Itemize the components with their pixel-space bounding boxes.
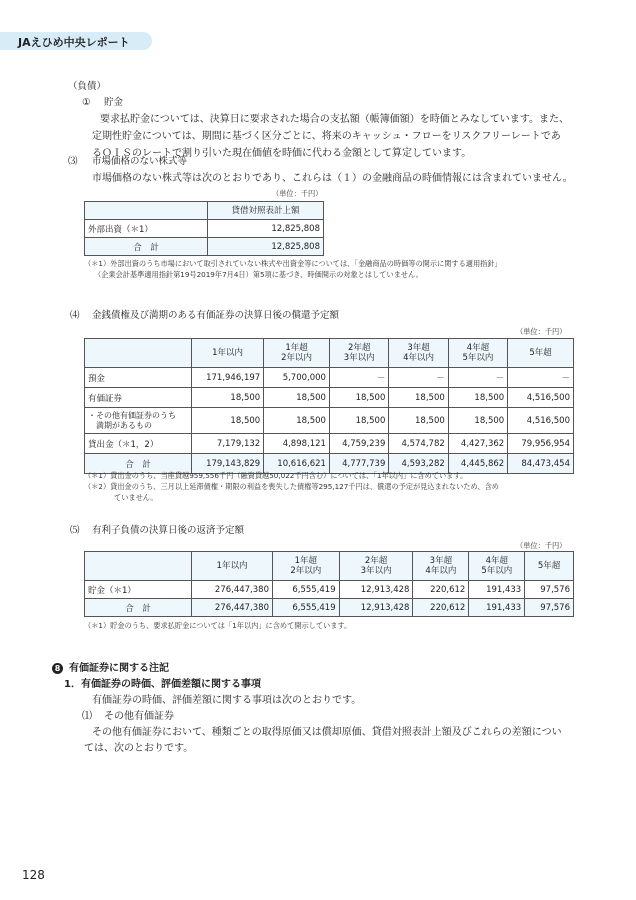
- cell: 276,447,380: [192, 581, 273, 599]
- section3-number: ⑶: [68, 156, 78, 167]
- cell: 4,759,239: [329, 434, 388, 454]
- cell: 10,616,621: [264, 454, 330, 474]
- cell: 18,500: [264, 408, 330, 434]
- table-row-total: [85, 599, 574, 617]
- section5-note1: （＊1）貯金のうち、要求払貯金については「1年以内」に含めて開示しています。: [84, 621, 352, 630]
- cell: 4,516,500: [508, 388, 574, 408]
- cell: 7,179,132: [192, 434, 264, 454]
- deposit-text-line1: 要求払貯金については、決算日に要求された場合の支払額（帳簿価額）を時価とみなしています。また、: [100, 114, 569, 125]
- cell: 12,913,428: [339, 581, 413, 599]
- section4-title: 金銭債権及び満期のある有価証券の決算日後の償還予定額: [92, 310, 340, 321]
- table-row: [85, 220, 324, 238]
- deposit-text-line3: るＯＩＳのレートで割り引いた現在価値を時価に代わる金額として算定しています。: [92, 148, 472, 159]
- col-header: 1年以内: [192, 339, 264, 368]
- table-header-empty: [85, 552, 192, 581]
- section4-note1: （＊1）貸出金のうち、当座貸越959,556千円（融資貸越50,022千円含む）については、「1年以内」に含めています。: [84, 471, 468, 480]
- cell: 18,500: [389, 388, 448, 408]
- cell: 84,473,454: [508, 454, 574, 474]
- cell: 6,555,419: [272, 581, 339, 599]
- securities-subtitle: 1．有価証券の時価、評価差額に関する事項: [64, 679, 261, 690]
- row-label: 合 計: [85, 238, 208, 256]
- cell: 18,500: [448, 388, 507, 408]
- cell: 97,576: [525, 599, 574, 617]
- table-row: [85, 434, 574, 454]
- col-header: 1年超 2年以内: [264, 339, 330, 368]
- cell: 191,433: [469, 581, 525, 599]
- liabilities-heading: （負債）: [68, 81, 107, 92]
- page-number: 128: [22, 868, 45, 882]
- cell: 4,777,739: [329, 454, 388, 474]
- section3-unit: （単位：千円）: [272, 189, 323, 198]
- cell: 18,500: [264, 388, 330, 408]
- section-number-badge: 8: [52, 663, 63, 674]
- cell: 18,500: [329, 408, 388, 434]
- section3-note-line1: （＊1）外部出資のうち市場において取引されていない株式や出資金等については、「金融商品の時価等の開示に関する適用指針」: [84, 259, 502, 268]
- row-label: 預金: [85, 368, 192, 388]
- cell: 18,500: [448, 408, 507, 434]
- cell: 6,555,419: [272, 599, 339, 617]
- table-row: [85, 581, 574, 599]
- row-label: 貯金（＊1）: [85, 581, 192, 599]
- cell: 4,516,500: [508, 408, 574, 434]
- redemption-schedule-table: [84, 338, 574, 474]
- cell: 18,500: [192, 408, 264, 434]
- row-label: ・その他有価証券のうち 満期があるもの: [85, 408, 192, 434]
- col-header: 1年超 2年以内: [272, 552, 339, 581]
- cell: 4,593,282: [389, 454, 448, 474]
- cell: 97,576: [525, 581, 574, 599]
- cell: 191,433: [469, 599, 525, 617]
- col-header: 3年超 4年以内: [413, 552, 469, 581]
- section5-unit: （単位：千円）: [516, 541, 567, 550]
- cell: 79,956,954: [508, 434, 574, 454]
- cell: －: [389, 368, 448, 388]
- cell: 18,500: [329, 388, 388, 408]
- col-header: 1年以内: [192, 552, 273, 581]
- securities-item-title: その他有価証券: [104, 711, 174, 722]
- section3-body: 市場価格のない株式等は次のとおりであり、これらは（１）の金融商品の時価情報には含まれていません。: [92, 173, 573, 184]
- cell: 4,574,782: [389, 434, 448, 454]
- col-header: 4年超 5年以内: [448, 339, 507, 368]
- cell: 220,612: [413, 581, 469, 599]
- section4-note2-line1: （＊2）貸出金のうち、三月以上延滞債権・期限の利益を喪失した債権等295,127千円は、償還の予定が見込まれないため、含め: [84, 482, 499, 491]
- col-header: 5年超: [508, 339, 574, 368]
- row-label: 合 計: [85, 599, 192, 617]
- section5-title: 有利子負債の決算日後の返済予定額: [92, 525, 245, 536]
- col-header: 3年超 4年以内: [389, 339, 448, 368]
- deposit-text-line2: 定期性貯金については、期間に基づく区分ごとに、将来のキャッシュ・フローをリスクフリーレートであ: [92, 131, 561, 142]
- cell: 5,700,000: [264, 368, 330, 388]
- securities-title: 有価証券に関する注記: [69, 663, 169, 674]
- row-label: 合 計: [85, 454, 192, 474]
- securities-intro: 有価証券の時価、評価差額に関する事項は次のとおりです。: [92, 695, 362, 706]
- table-header-empty: [85, 339, 192, 368]
- securities-item-number: ⑴: [82, 711, 92, 722]
- cell: 276,447,380: [192, 599, 273, 617]
- deposit-number: ①: [82, 97, 91, 108]
- cell: －: [448, 368, 507, 388]
- section4-note2-line2: ていません。: [114, 493, 158, 502]
- row-value: 12,825,808: [208, 238, 324, 256]
- securities-body-line1: その他有価証券において、種類ごとの取得原価又は償却原価、貸借対照表計上額及びこれらの差額につい: [92, 727, 562, 738]
- section3-note-line2: （企業会計基準適用指針第19号2019年7月4日）第5項に基づき、時価開示の対象とはしていません。: [94, 270, 423, 279]
- cell: －: [329, 368, 388, 388]
- table-row-total: [85, 238, 324, 256]
- row-label: 貸出金（＊1，2）: [85, 434, 192, 454]
- row-value: 12,825,808: [208, 220, 324, 238]
- cell: －: [508, 368, 574, 388]
- securities-body-line2: ては、次のとおりです。: [84, 743, 194, 754]
- section5-number: ⑸: [70, 525, 80, 536]
- deposit-title: 貯金: [104, 97, 124, 108]
- row-label: 有価証券: [85, 388, 192, 408]
- cell: 18,500: [389, 408, 448, 434]
- section4-number: ⑷: [70, 310, 80, 321]
- cell: 4,445,862: [448, 454, 507, 474]
- cell: 179,143,829: [192, 454, 264, 474]
- col-header: 4年超 5年以内: [469, 552, 525, 581]
- section4-unit: （単位：千円）: [516, 327, 567, 336]
- section3-title: 市場価格のない株式等: [92, 156, 188, 167]
- cell: 220,612: [413, 599, 469, 617]
- securities-heading: [52, 660, 169, 677]
- cell: 18,500: [192, 388, 264, 408]
- row-label: 外部出資（＊1）: [85, 220, 208, 238]
- repayment-schedule-table: [84, 551, 574, 617]
- table-header-empty: [85, 202, 208, 220]
- col-header: 2年超 3年以内: [339, 552, 413, 581]
- table-header: 貸借対照表計上額: [208, 202, 324, 220]
- table-row: [85, 388, 574, 408]
- cell: 12,913,428: [339, 599, 413, 617]
- col-header: 5年超: [525, 552, 574, 581]
- table-row: [85, 408, 574, 434]
- cell: 171,946,197: [192, 368, 264, 388]
- unlisted-stocks-table: [84, 201, 324, 256]
- table-row: [85, 368, 574, 388]
- col-header: 2年超 3年以内: [329, 339, 388, 368]
- cell: 4,427,362: [448, 434, 507, 454]
- report-title: JAえひめ中央レポート: [18, 36, 130, 49]
- cell: 4,898,121: [264, 434, 330, 454]
